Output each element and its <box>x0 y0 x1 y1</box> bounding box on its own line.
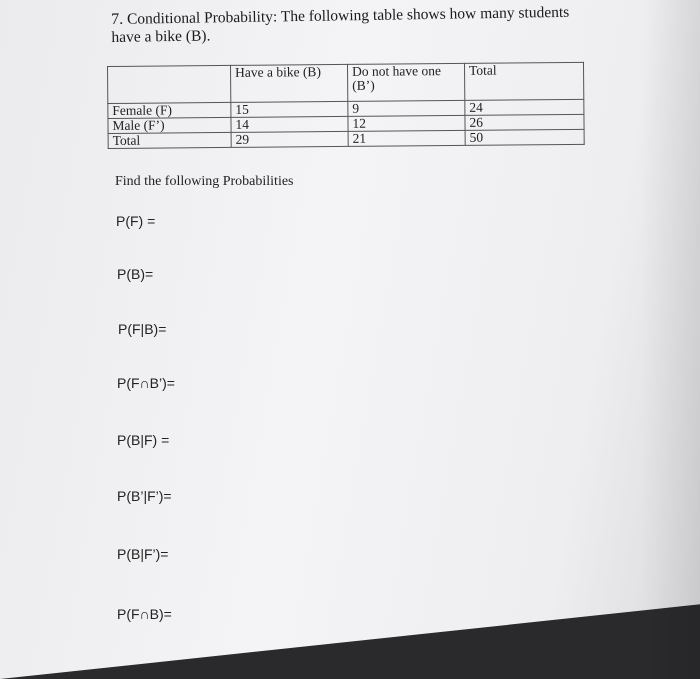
table-cell: 9 <box>348 100 465 116</box>
instruction-text: Find the following Probabilities <box>115 174 294 189</box>
table-header-cell: Have a bike (B) <box>230 64 347 102</box>
question-p-b: P(B)= <box>117 266 154 282</box>
page-shadow <box>640 0 700 679</box>
table-header-row <box>108 62 584 103</box>
problem-title-line2: have a bike (B). <box>111 27 211 46</box>
table-header-cell <box>108 65 231 103</box>
table-cell: 24 <box>465 99 584 115</box>
question-p-b-given-not-f: P(B|F’)= <box>117 546 169 562</box>
table-header-cell: Do not have one (B’) <box>347 63 464 101</box>
table-cell: Male (F’) <box>108 117 231 133</box>
table-cell: 26 <box>465 114 584 130</box>
table-cell: 50 <box>465 129 584 145</box>
question-p-f-and-not-b: P(F∩B’)= <box>117 375 175 391</box>
bike-ownership-table <box>107 62 585 149</box>
problem-number: 7. <box>111 10 124 28</box>
table-cell: Female (F) <box>108 102 231 118</box>
question-p-b-given-f: P(B|F) = <box>117 432 170 448</box>
table-cell: Total <box>108 132 231 148</box>
table-header-cell: Total <box>464 62 583 100</box>
question-p-f: P(F) = <box>116 213 156 229</box>
table-cell: 14 <box>231 116 348 132</box>
table-cell: 29 <box>231 131 348 147</box>
question-p-f-and-b: P(F∩B)= <box>117 606 172 622</box>
table-cell: 15 <box>231 101 348 117</box>
table-cell: 21 <box>348 130 465 146</box>
problem-title-line1: Conditional Probability: The following table shows how many students <box>126 3 570 28</box>
table-cell: 12 <box>348 115 465 131</box>
problem-heading <box>111 4 582 47</box>
question-p-not-b-given-not-f: P(B’|F’)= <box>117 488 172 504</box>
question-p-f-given-b: P(F|B)= <box>118 321 167 337</box>
